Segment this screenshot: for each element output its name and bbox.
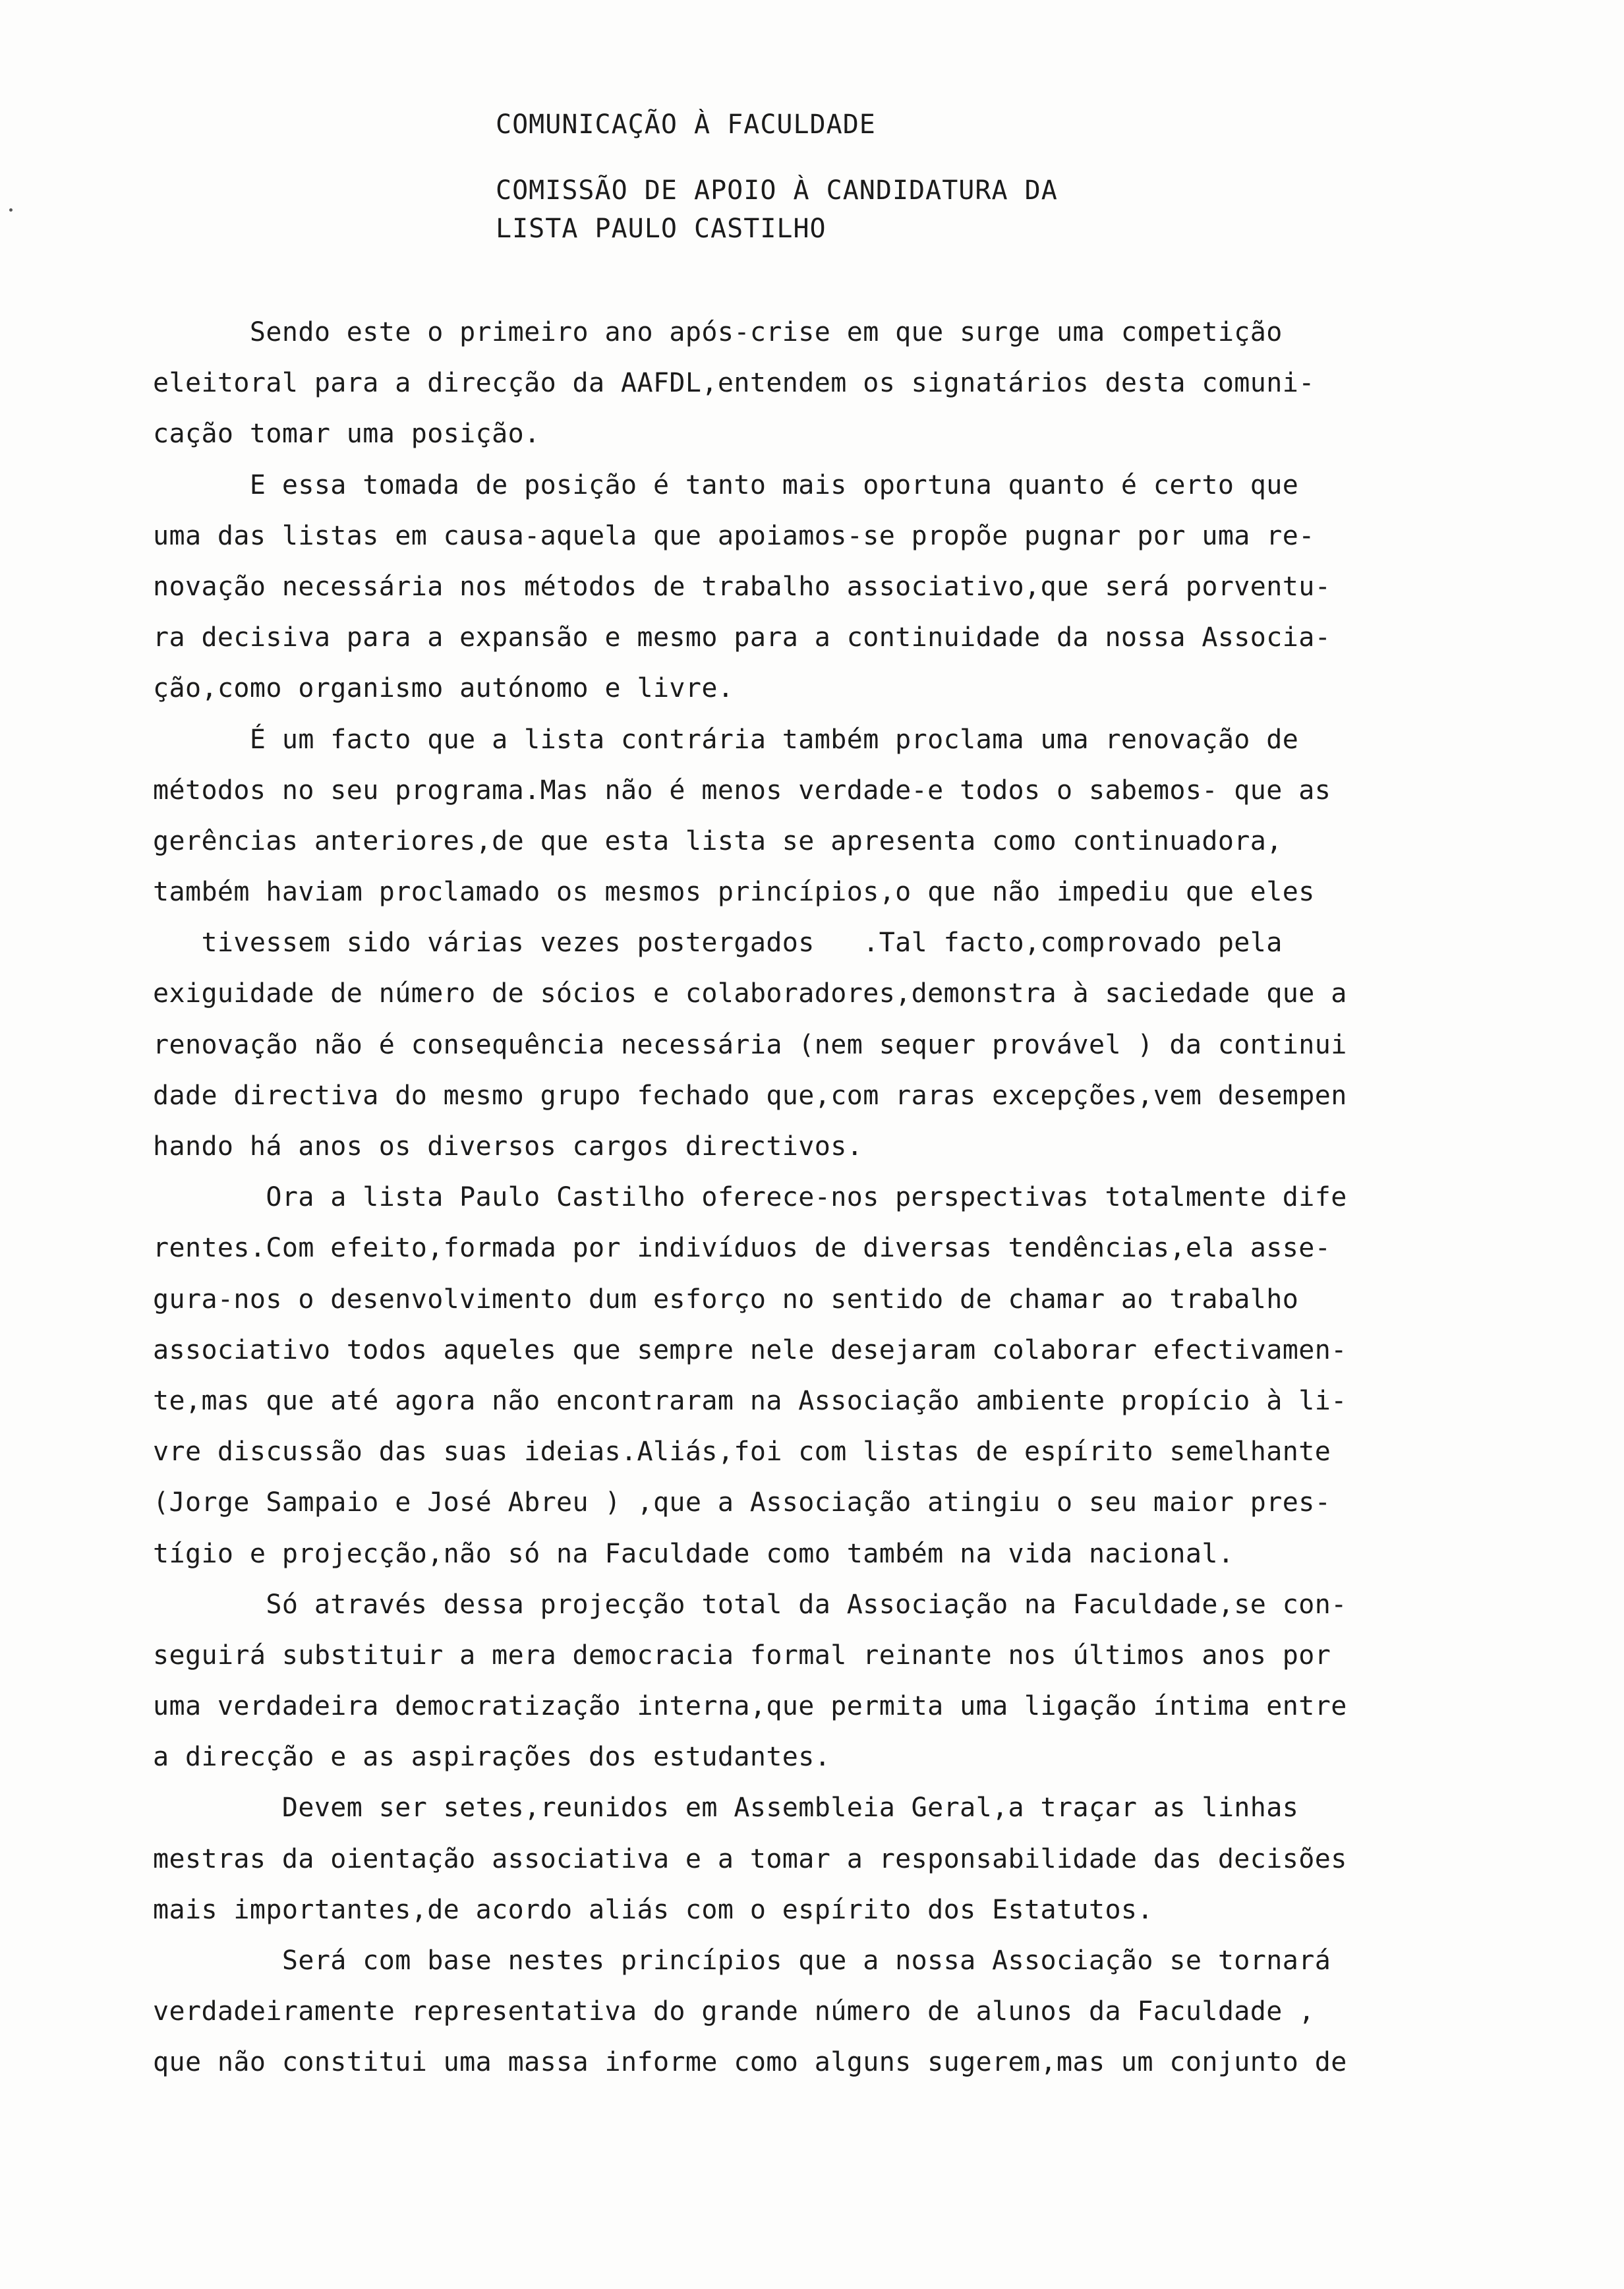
body-line: seguirá substituir a mera democracia formal reinante nos últimos anos por: [153, 1640, 1331, 1671]
body-line: Ora a lista Paulo Castilho oferece-nos perspectivas totalmente dife: [153, 1182, 1347, 1213]
body-line: E essa tomada de posição é tanto mais oportuna quanto é certo que: [153, 469, 1299, 500]
body-line: ra decisiva para a expansão e mesmo para a continuidade da nossa Associa-: [153, 622, 1331, 653]
body-line: dade directiva do mesmo grupo fechado que,com raras excepções,vem desempen: [153, 1080, 1347, 1111]
body-line: métodos no seu programa.Mas não é menos verdade-e todos o sabemos- que as: [153, 775, 1331, 806]
document-subtitle-line-2: LISTA PAULO CASTILHO: [496, 214, 826, 244]
body-line: que não constitui uma massa informe como alguns sugerem,mas um conjunto de: [153, 2047, 1347, 2078]
body-line: cação tomar uma posição.: [153, 419, 540, 450]
body-line: mais importantes,de acordo aliás com o espírito dos Estatutos.: [153, 1894, 1153, 1925]
body-line: novação necessária nos métodos de trabalho associativo,que será porventu-: [153, 571, 1331, 602]
body-line: te,mas que até agora não encontraram na Associação ambiente propício à li-: [153, 1385, 1347, 1416]
body-line: gura-nos o desenvolvimento dum esforço no sentido de chamar ao trabalho: [153, 1284, 1299, 1315]
body-line: Sendo este o primeiro ano após-crise em que surge uma competição: [153, 317, 1283, 347]
body-line: Devem ser setes,reunidos em Assembleia Geral,a traçar as linhas: [153, 1793, 1299, 1824]
body-line: uma verdadeira democratização interna,que permita uma ligação íntima entre: [153, 1691, 1347, 1722]
body-line: também haviam proclamado os mesmos princípios,o que não impediu que eles: [153, 877, 1315, 908]
body-line: eleitoral para a direcção da AAFDL,entendem os signatários desta comuni-: [153, 368, 1315, 399]
body-line: Será com base nestes princípios que a nossa Associação se tornará: [153, 1946, 1331, 1976]
body-line: É um facto que a lista contrária também proclama uma renovação de: [153, 724, 1299, 755]
body-line: renovação não é consequência necessária (nem sequer provável ) da continui: [153, 1029, 1347, 1060]
body-line: vre discussão das suas ideias.Aliás,foi com listas de espírito semelhante: [153, 1437, 1331, 1468]
body-line: mestras da oientação associativa e a tomar a responsabilidade das decisões: [153, 1843, 1347, 1874]
document-body: [153, 307, 1471, 2089]
body-line: rentes.Com efeito,formada por indivíduos de diversas tendências,ela asse-: [153, 1233, 1331, 1264]
body-line: gerências anteriores,de que esta lista se apresenta como continuadora,: [153, 825, 1283, 856]
body-line: uma das listas em causa-aquela que apoiamos-se propõe pugnar por uma re-: [153, 520, 1315, 551]
body-line: hando há anos os diversos cargos directivos.: [153, 1131, 863, 1162]
body-line: tígio e projecção,não só na Faculdade como também na vida nacional.: [153, 1538, 1234, 1569]
body-line: (Jorge Sampaio e José Abreu ) ,que a Associação atingiu o seu maior pres-: [153, 1487, 1331, 1518]
body-line: ção,como organismo autónomo e livre.: [153, 673, 734, 704]
document-title: COMUNICAÇÃO À FACULDADE: [496, 109, 876, 140]
body-line: verdadeiramente representativa do grande número de alunos da Faculdade ,: [153, 1996, 1315, 2027]
body-line: exiguidade de número de sócios e colaboradores,demonstra à saciedade que a: [153, 978, 1347, 1009]
paper-speck: [9, 208, 13, 212]
body-line: tivessem sido várias vezes postergados .Tal facto,comprovado pela: [153, 928, 1283, 959]
document-subtitle-line-1: COMISSÃO DE APOIO À CANDIDATURA DA: [496, 175, 1058, 206]
body-line: Só através dessa projecção total da Associação na Faculdade,se con-: [153, 1589, 1347, 1620]
body-line: associativo todos aqueles que sempre nele desejaram colaborar efectivamen-: [153, 1334, 1347, 1365]
body-line: a direcção e as aspirações dos estudantes.: [153, 1742, 831, 1773]
